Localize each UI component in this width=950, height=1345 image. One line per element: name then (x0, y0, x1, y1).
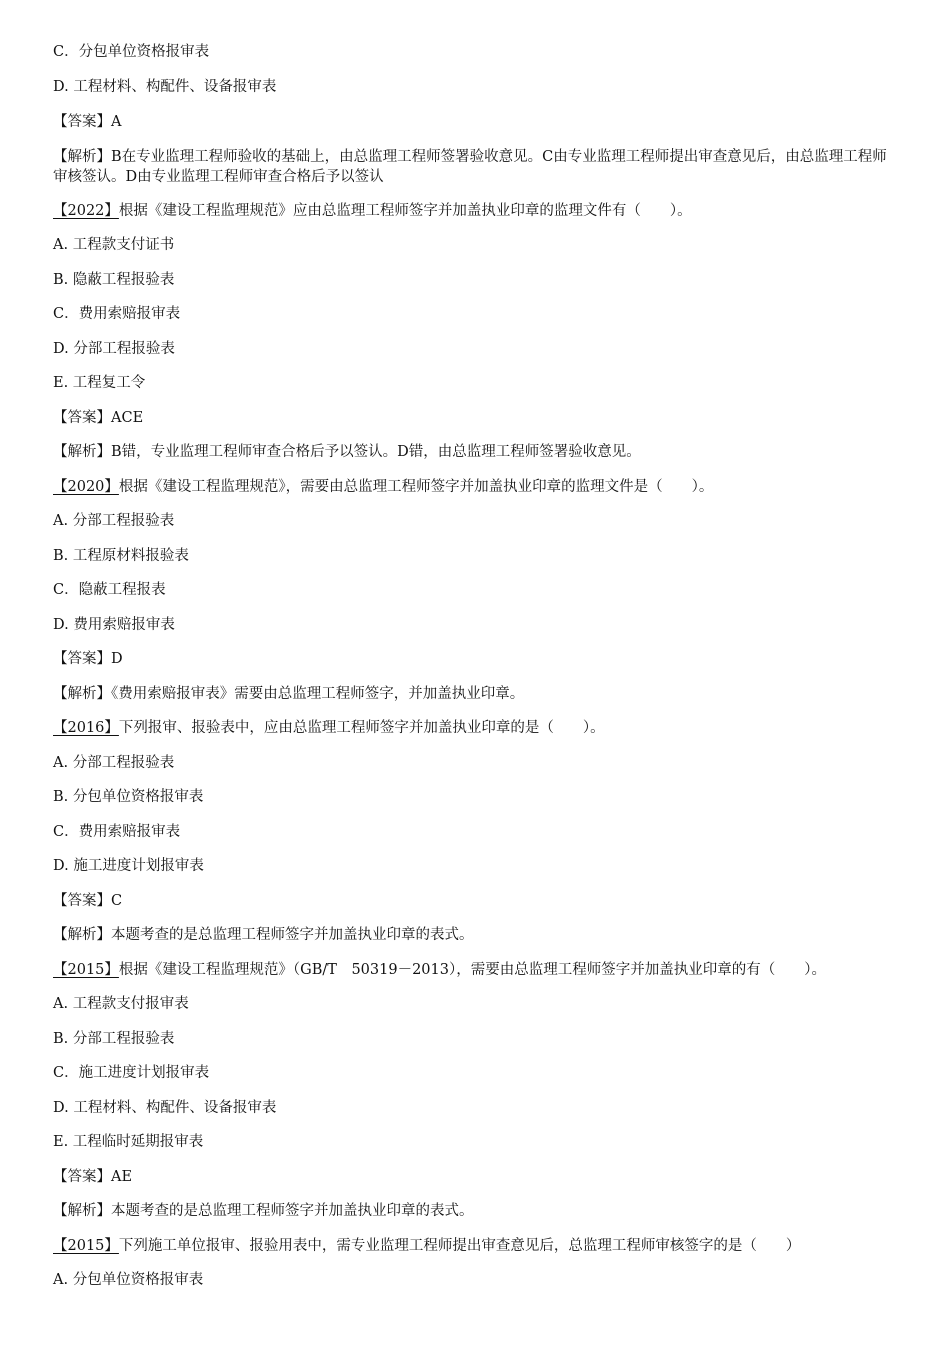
line-text: 下列报审、报验表中，应由总监理工程师签字并加盖执业印章的是（ ）。 (118, 720, 605, 736)
line-text: B. 工程原材料报验表 (53, 548, 189, 564)
text-line (53, 1132, 893, 1152)
line-text: 【解析】《费用索赔报审表》需要由总监理工程师签字，并加盖执业印章。 (53, 686, 525, 702)
line-text: 根据《建设工程监理规范》，需要由总监理工程师签字并加盖执业印章的监理文件是（ ）。 (118, 479, 714, 495)
line-text: E. 工程复工令 (53, 375, 146, 391)
text-line (53, 753, 893, 773)
line-text: B. 隐蔽工程报验表 (53, 272, 175, 288)
year-tag: 【2015】 (53, 962, 119, 978)
line-text: C．费用索赔报审表 (53, 306, 181, 322)
line-text: A. 分部工程报验表 (53, 755, 175, 771)
line-text: A. 工程款支付报审表 (53, 996, 189, 1012)
text-line (53, 925, 893, 945)
year-tag: 【2015】 (53, 1238, 119, 1254)
text-line (53, 615, 893, 635)
text-line (53, 235, 893, 255)
line-text: A. 工程款支付证书 (53, 237, 175, 253)
line-text: 【答案】A (53, 114, 122, 130)
line-text: 根据《建设工程监理规范》应由总监理工程师签字并加盖执业印章的监理文件有（ ）。 (118, 203, 692, 219)
line-text: B. 分包单位资格报审表 (53, 789, 204, 805)
year-tag: 【2020】 (53, 479, 119, 495)
text-line (53, 511, 893, 531)
text-line (53, 304, 893, 324)
question-line (53, 201, 893, 221)
question-line (53, 960, 893, 980)
line-text: D. 工程材料、构配件、设备报审表 (53, 1100, 277, 1116)
question-line (53, 718, 893, 738)
text-line (53, 42, 893, 62)
text-line (53, 147, 893, 187)
line-text: 【解析】B在专业监理工程师验收的基础上，由总监理工程师签署验收意见。C由专业监理工程师提出审查意见后，由总监理工程师审核签认。D由专业监理工程师审查合格后予以签认 (53, 149, 887, 185)
text-line (53, 684, 893, 704)
line-text: 【解析】本题考查的是总监理工程师签字并加盖执业印章的表式。 (53, 1203, 474, 1219)
line-text: 【解析】B错，专业监理工程师审查合格后予以签认。D错，由总监理工程师签署验收意见。 (53, 444, 641, 460)
text-line (53, 442, 893, 462)
line-text: C．分包单位资格报审表 (53, 44, 210, 60)
text-line (53, 1270, 893, 1290)
line-text: A. 分部工程报验表 (53, 513, 175, 529)
text-line (53, 112, 893, 132)
line-text: 【答案】D (53, 651, 123, 667)
text-line (53, 1098, 893, 1118)
text-line (53, 649, 893, 669)
line-text: C．费用索赔报审表 (53, 824, 181, 840)
line-text: C．施工进度计划报审表 (53, 1065, 210, 1081)
line-text: 【答案】AE (53, 1169, 133, 1185)
text-line (53, 546, 893, 566)
text-line (53, 787, 893, 807)
line-text: D. 施工进度计划报审表 (53, 858, 204, 874)
text-line (53, 1029, 893, 1049)
text-line (53, 891, 893, 911)
question-line (53, 477, 893, 497)
text-line (53, 1201, 893, 1221)
text-line (53, 1063, 893, 1083)
line-text: D. 分部工程报验表 (53, 341, 175, 357)
text-line (53, 339, 893, 359)
question-line (53, 1236, 893, 1256)
line-text: B. 分部工程报验表 (53, 1031, 175, 1047)
year-tag: 【2022】 (53, 203, 119, 219)
line-text: 【解析】本题考查的是总监理工程师签字并加盖执业印章的表式。 (53, 927, 474, 943)
text-line (53, 373, 893, 393)
line-text: 下列施工单位报审、报验用表中，需专业监理工程师提出审查意见后，总监理工程师审核签字的是（ ） (118, 1238, 801, 1254)
line-text: C．隐蔽工程报表 (53, 582, 166, 598)
text-line (53, 408, 893, 428)
text-line (53, 822, 893, 842)
line-text: 【答案】C (53, 893, 123, 909)
line-text: D. 工程材料、构配件、设备报审表 (53, 79, 277, 95)
text-line (53, 1167, 893, 1187)
line-text: 【答案】ACE (53, 410, 144, 426)
text-line (53, 856, 893, 876)
text-line (53, 994, 893, 1014)
text-line (53, 77, 893, 97)
text-line (53, 270, 893, 290)
line-text: E. 工程临时延期报审表 (53, 1134, 204, 1150)
line-text: 根据《建设工程监理规范》（GB/T 50319－2013），需要由总监理工程师签字并加盖执业印章的有（ ）。 (118, 962, 826, 978)
year-tag: 【2016】 (53, 720, 119, 736)
line-text: A. 分包单位资格报审表 (53, 1272, 204, 1288)
text-line (53, 580, 893, 600)
line-text: D. 费用索赔报审表 (53, 617, 175, 633)
